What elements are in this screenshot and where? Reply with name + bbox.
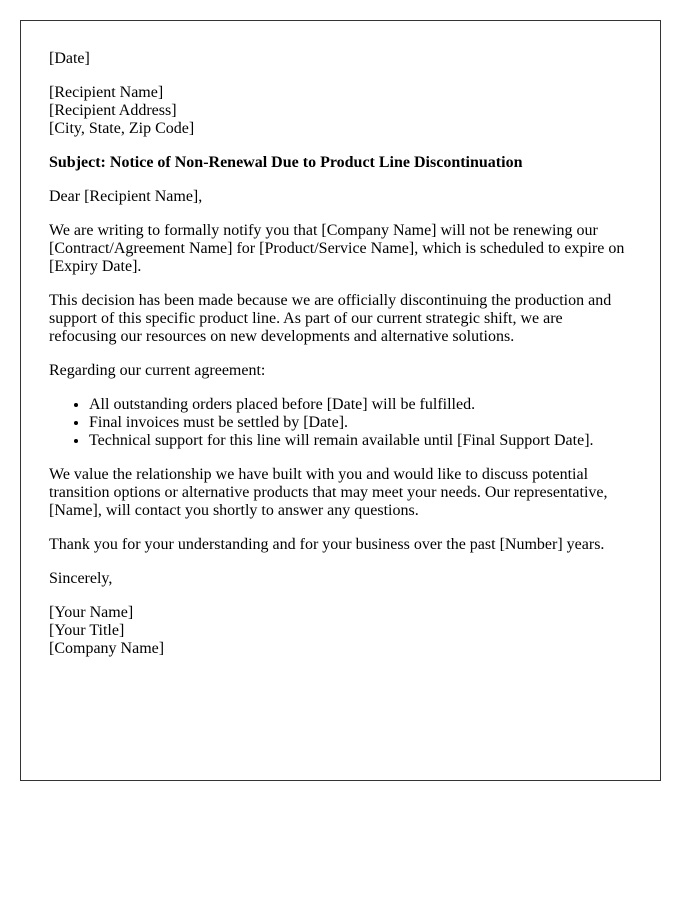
terms-list-item: • Technical support for this line will remain available until [Final Support Date]. [89, 432, 632, 450]
recipient-name: [Recipient Name] [49, 84, 164, 101]
recipient-block [49, 84, 632, 138]
salutation: Dear [Recipient Name], [49, 188, 203, 205]
paragraph-reason: This decision has been made because we are officially discontinuing the production and support of this specific product line. As part of our current strategic shift, we are refocusing our resources on new developments and alternative solutions. [49, 292, 612, 345]
paragraph-thanks: Thank you for your understanding and for your business over the past [Number] years. [49, 536, 605, 553]
signature-name: [Your Name] [49, 604, 134, 621]
letter-body [21, 21, 660, 658]
paragraph-relationship: We value the relationship we have built with you and would like to discuss potential transition options or alternative products that may meet your needs. Our representative, [Name], will contact you shortly to answer any questions. [49, 466, 608, 519]
paragraph-agreement-intro: Regarding our current agreement: [49, 362, 266, 379]
terms-list [49, 396, 632, 450]
subject-line: Subject: Notice of Non-Renewal Due to Product Line Discontinuation [49, 154, 523, 171]
letter-date: [Date] [49, 50, 90, 67]
recipient-address: [Recipient Address] [49, 102, 177, 119]
sign-off: Sincerely, [49, 570, 113, 587]
recipient-city-state-zip: [City, State, Zip Code] [49, 120, 195, 137]
signature-company: [Company Name] [49, 640, 165, 657]
signature-block [49, 604, 632, 658]
terms-list-item: • All outstanding orders placed before [Date] will be fulfilled. [89, 396, 632, 414]
signature-title: [Your Title] [49, 622, 125, 639]
letter-page [20, 20, 661, 781]
paragraph-notification: We are writing to formally notify you that [Company Name] will not be renewing our [Contract/Agreement Name] for [Product/Service Name], which is scheduled to expire on [Expiry Date]. [49, 222, 625, 275]
terms-list-item: • Final invoices must be settled by [Date]. [89, 414, 632, 432]
